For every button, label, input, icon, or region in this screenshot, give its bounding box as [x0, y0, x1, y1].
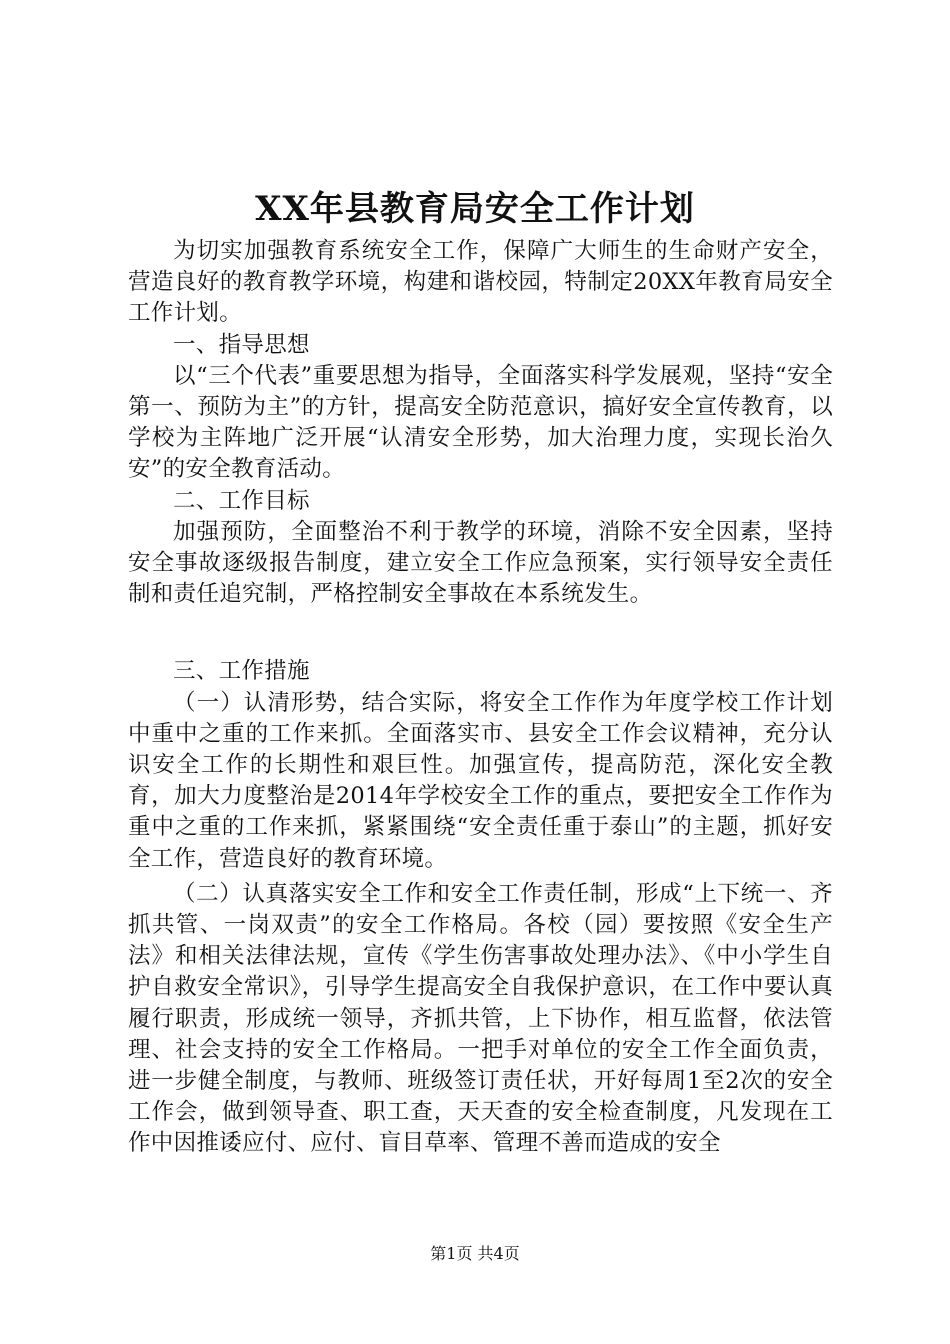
page-footer: 第1页 共4页 — [430, 1244, 520, 1263]
work-goals-paragraph: 加强预防，全面整治不利于教学的环境，消除不安全因素，坚持安全事故逐级报告制度，建立安全工作应急预案，实行领导安全责任制和责任追究制，严格控制安全事故在本系统发生。 — [128, 518, 833, 608]
intro-paragraph: 为切实加强教育系统安全工作，保障广大师生的生命财产安全，营造良好的教育教学环境，构建和谐校园，特制定20XX年教育局安全工作计划。 — [128, 238, 833, 327]
measure-1-paragraph: （一）认清形势，结合实际，将安全工作作为年度学校工作计划中重中之重的工作来抓。全面落实市、县安全工作会议精神，充分认识安全工作的长期性和艰巨性。加强宣传，提高防范，深化安全教育，加大力度整治是2014年学校安全工作的重点，要把安全工作作为重中之重的工作来抓，紧紧围绕“安全责任重于泰山”的主题，抓好安全工作，营造良好的教育环境。 — [128, 689, 833, 872]
document-body — [128, 236, 833, 1160]
section-heading-work-goals: 二、工作目标 — [173, 487, 310, 514]
document-title: XX年县教育局安全工作计划 — [255, 189, 695, 229]
section-heading-work-measures: 三、工作措施 — [173, 658, 310, 685]
guiding-ideology-paragraph: 以“三个代表”重要思想为指导，全面落实科学发展观，坚持“安全第一、预防为主”的方针，提高安全防范意识，搞好安全宣传教育，以学校为主阵地广泛开展“认清安全形势，加大治理力度，实现长治久安”的安全教育活动。 — [128, 362, 833, 483]
section-heading-guiding-ideology: 一、指导思想 — [173, 331, 310, 358]
measure-2-paragraph: （二）认真落实安全工作和安全工作责任制，形成“上下统一、齐抓共管、一岗双责”的安全工作格局。各校（园）要按照《安全生产法》和相关法律法规，宣传《学生伤害事故处理办法》、《中小学生自护自救安全常识》，引导学生提高安全自我保护意识，在工作中要认真履行职责，形成统一领导，齐抓共管，上下协作，相互监督，依法管理、社会支持的安全工作格局。一把手对单位的安全工作全面负责，进一步健全制度，与教师、班级签订责任状，开好每周1至2次的安全工作会，做到领导查、职工查，天天查的安全检查制度，凡发现在工作中因推诿应付、应付、盲目草率、管理不善而造成的安全 — [128, 880, 833, 1157]
